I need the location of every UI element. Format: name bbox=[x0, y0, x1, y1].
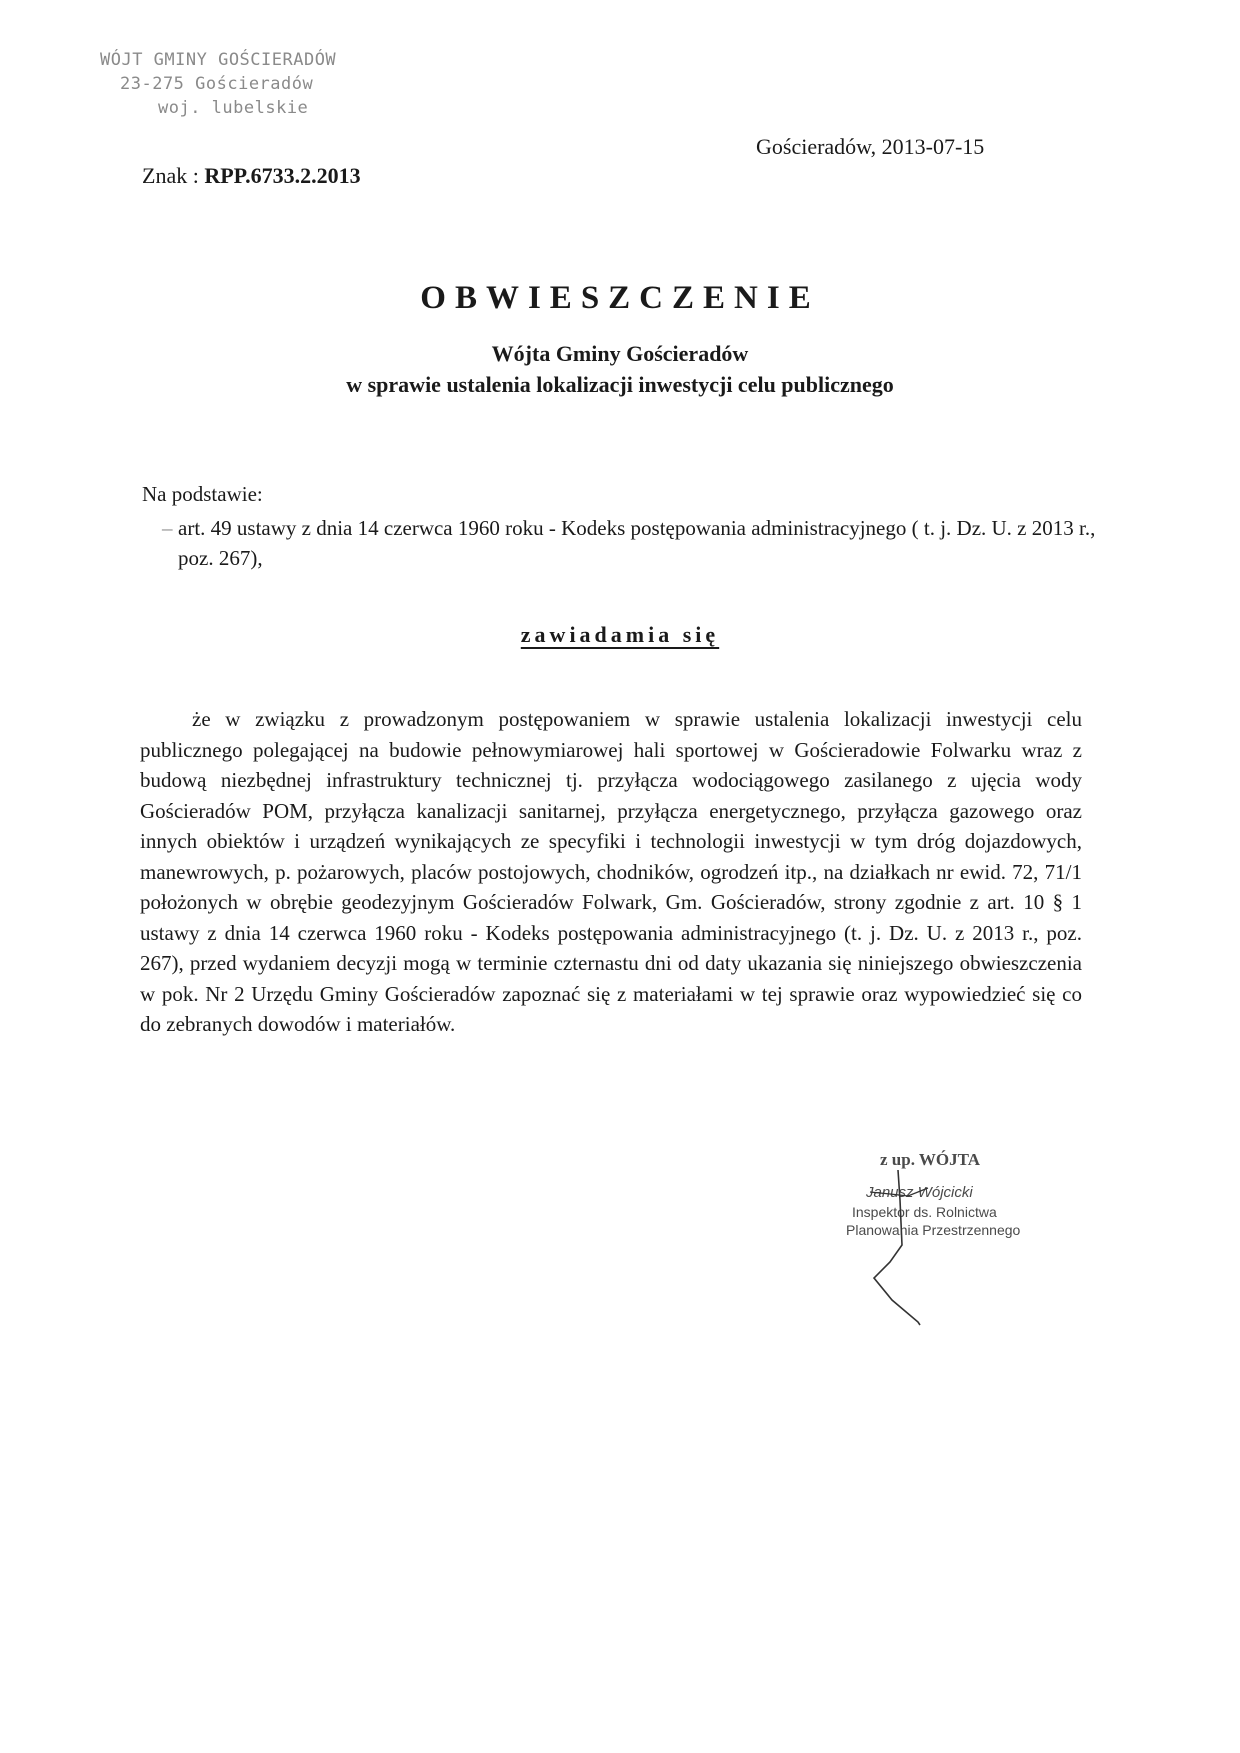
reference-label: Znak : bbox=[142, 163, 205, 188]
subtitle-line-1: Wójta Gminy Gościeradów bbox=[491, 341, 749, 366]
subtitle-line-2: w sprawie ustalenia lokalizacji inwestycji celu publicznego bbox=[346, 372, 894, 397]
reference-value: RPP.6733.2.2013 bbox=[204, 163, 361, 188]
document-subtitle bbox=[0, 338, 1240, 400]
legal-basis-text: art. 49 ustawy z dnia 14 czerwca 1960 roku - Kodeks postępowania administracyjnego ( t. j. Dz. U. z 2013 r., poz. 267), bbox=[178, 516, 1096, 570]
list-dash: – bbox=[162, 516, 173, 540]
signature-position: Inspektor ds. Rolnictwa bbox=[852, 1204, 997, 1220]
signature-block bbox=[830, 1150, 1070, 1360]
stamp-line-1: WÓJT GMINY GOŚCIERADÓW bbox=[100, 50, 337, 70]
handwritten-signature-icon bbox=[830, 1150, 1070, 1360]
stamp-line-2: 23-275 Gościeradów bbox=[120, 74, 314, 94]
signature-name: Janusz Wójcicki bbox=[866, 1184, 973, 1201]
legal-basis-item bbox=[162, 513, 1098, 573]
document-title: OBWIESZCZENIE bbox=[420, 280, 820, 316]
official-stamp bbox=[100, 48, 336, 120]
signature-department: Planowania Przestrzennego bbox=[846, 1222, 1021, 1238]
announcement-text: zawiadamia się bbox=[520, 622, 720, 647]
notice-body: że w związku z prowadzonym postępowaniem w sprawie ustalenia lokalizacji inwestycji celu publicznego polegającej na budowie pełnowymiarowej hali sportowej w Gościeradowie Folwarku wraz z budową niezbędnej infrastruktury technicznej tj. przyłącza wodociągowego zasilanego z ujęcia wody Gościeradów POM, przyłącza kanalizacji sanitarnej, przyłącza energetycznego, przyłącza gazowego oraz innych obiektów i urządzeń wynikających ze specyfiki i technologii inwestycji w tym dróg dojazdowych, manewrowych, p. pożarowych, placów postojowych, chodników, ogrodzeń itp., na działkach nr ewid. 72, 71/1 położonych w obrębie geodezyjnym Gościeradów Folwark, Gm. Gościeradów, strony zgodnie z art. 10 § 1 ustawy z dnia 14 czerwca 1960 roku - Kodeks postępowania administracyjnego (t. j. Dz. U. z 2013 r., poz. 267), przed wydaniem decyzji mogą w terminie czternastu dni od daty ukazania się niniejszego obwieszczenia w pok. Nr 2 Urzędu Gminy Gościeradów zapoznać się z materiałami w tej sprawie oraz wypowiedzieć się co do zebranych dowodów i materiałów. bbox=[140, 707, 1082, 1036]
legal-basis-label: Na podstawie: bbox=[142, 482, 263, 506]
announcement-heading bbox=[0, 622, 1240, 648]
place-and-date: Gościeradów, 2013-07-15 bbox=[756, 134, 985, 159]
reference-number bbox=[142, 163, 361, 189]
signature-authority: z up. WÓJTA bbox=[880, 1150, 980, 1169]
stamp-line-3: woj. lubelskie bbox=[158, 98, 309, 118]
